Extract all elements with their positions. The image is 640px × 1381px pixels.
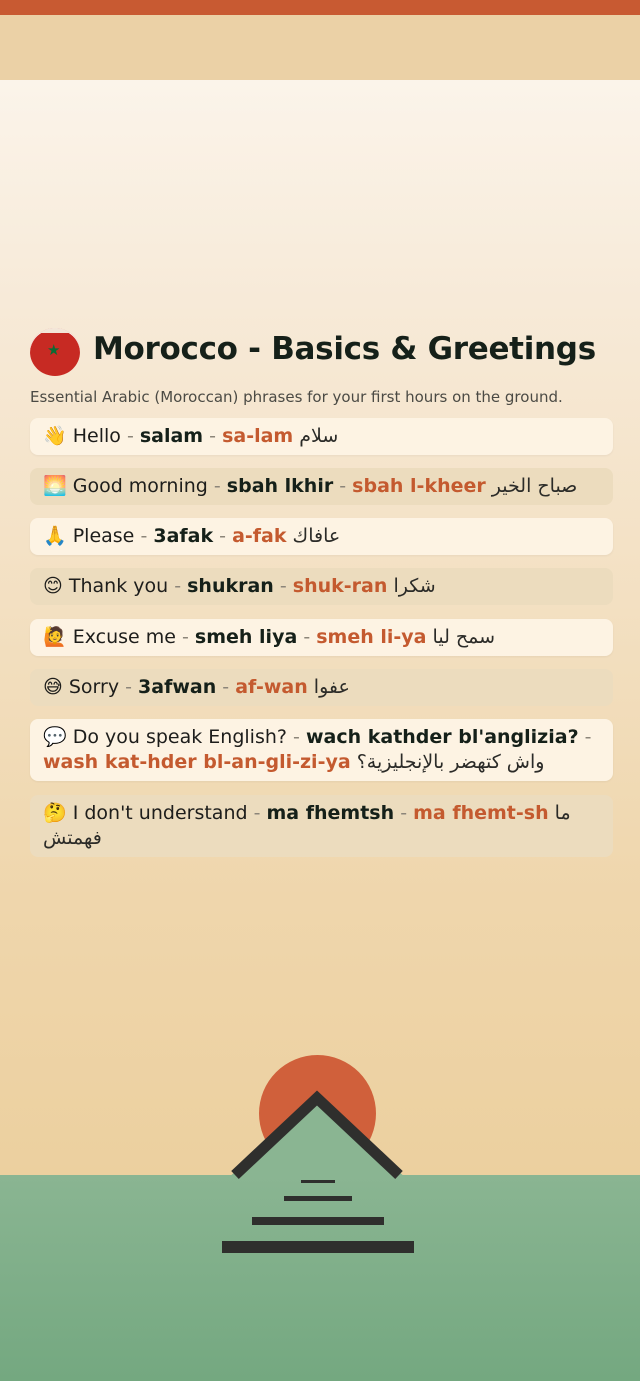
arabic-text: صباح الخير bbox=[491, 475, 578, 497]
step-line bbox=[222, 1241, 414, 1253]
pronunciation: ma fhemt-sh bbox=[413, 802, 549, 824]
english-text: Do you speak English? bbox=[72, 726, 287, 748]
arabic-text: عافاك bbox=[292, 525, 341, 547]
phrase-card bbox=[30, 468, 613, 505]
thinking-face-icon: 🤔 bbox=[43, 802, 67, 824]
top-accent-bar bbox=[0, 0, 640, 15]
separator: - bbox=[209, 425, 217, 447]
step-line bbox=[284, 1196, 352, 1201]
phrase-card bbox=[30, 669, 613, 706]
pronunciation: sa-lam bbox=[222, 425, 294, 447]
separator: - bbox=[174, 575, 182, 597]
english-text: Thank you bbox=[68, 575, 169, 597]
sunrise-icon: 🌅 bbox=[43, 475, 67, 497]
separator: - bbox=[303, 626, 311, 648]
transliteration: 3afak bbox=[153, 525, 214, 547]
transliteration: sbah lkhir bbox=[226, 475, 334, 497]
english-text: Please bbox=[72, 525, 135, 547]
pronunciation: wash kat-hder bl-an-gli-zi-ya bbox=[43, 751, 351, 773]
transliteration: ma fhemtsh bbox=[266, 802, 395, 824]
phrase-card bbox=[30, 719, 613, 781]
arabic-text: عفوا bbox=[313, 676, 350, 698]
pronunciation: a-fak bbox=[232, 525, 287, 547]
transliteration: shukran bbox=[187, 575, 274, 597]
page-title: Morocco - Basics & Greetings bbox=[93, 331, 596, 367]
separator: - bbox=[222, 676, 230, 698]
separator: - bbox=[140, 525, 148, 547]
step-line bbox=[252, 1217, 384, 1225]
separator: - bbox=[213, 475, 221, 497]
smile-icon: 😊 bbox=[43, 575, 63, 597]
separator: - bbox=[279, 575, 287, 597]
page-subtitle: Essential Arabic (Moroccan) phrases for your first hours on the ground. bbox=[30, 388, 563, 406]
star-icon: ★ bbox=[47, 342, 61, 359]
folded-hands-icon: 🙏 bbox=[43, 525, 67, 547]
arabic-text: شكرا bbox=[393, 575, 436, 597]
transliteration: wach kathder bl'anglizia? bbox=[305, 726, 579, 748]
transliteration: salam bbox=[139, 425, 204, 447]
sweat-smile-icon: 😅 bbox=[43, 676, 63, 698]
english-text: Sorry bbox=[68, 676, 120, 698]
phrase-card bbox=[30, 619, 613, 656]
separator: - bbox=[293, 726, 300, 748]
separator: - bbox=[125, 676, 132, 698]
transliteration: smeh liya bbox=[194, 626, 298, 648]
phrase-card bbox=[30, 418, 613, 455]
header-band bbox=[0, 15, 640, 80]
pronunciation: af-wan bbox=[235, 676, 308, 698]
pyramid-fill bbox=[228, 1100, 406, 1178]
separator: - bbox=[182, 626, 189, 648]
arabic-text: ما فهمتش bbox=[43, 802, 571, 849]
separator: - bbox=[339, 475, 347, 497]
transliteration: 3afwan bbox=[138, 676, 217, 698]
english-text: I don't understand bbox=[72, 802, 248, 824]
wave-icon: 👋 bbox=[43, 425, 67, 447]
arabic-text: سلام bbox=[299, 425, 339, 447]
english-text: Good morning bbox=[72, 475, 208, 497]
separator: - bbox=[219, 525, 227, 547]
separator: - bbox=[400, 802, 408, 824]
step-line bbox=[301, 1180, 335, 1183]
speech-bubble-icon: 💬 bbox=[43, 726, 67, 748]
separator: - bbox=[126, 425, 134, 447]
pyramid-sunset-logo bbox=[0, 1080, 640, 1280]
pronunciation: smeh li-ya bbox=[316, 626, 427, 648]
page-header bbox=[30, 328, 610, 376]
phrase-card bbox=[30, 568, 613, 605]
pronunciation: shuk-ran bbox=[292, 575, 388, 597]
pronunciation: sbah l-kheer bbox=[352, 475, 486, 497]
arabic-text: واش كتهضر بالإنجليزية؟ bbox=[356, 751, 545, 773]
english-text: Hello bbox=[72, 425, 121, 447]
separator: - bbox=[253, 802, 261, 824]
raising-hand-icon: 🙋 bbox=[43, 626, 67, 648]
phrase-card bbox=[30, 518, 613, 555]
english-text: Excuse me bbox=[72, 626, 176, 648]
phrase-card bbox=[30, 795, 613, 857]
separator: - bbox=[584, 726, 592, 748]
arabic-text: سمح ليا bbox=[432, 626, 496, 648]
morocco-flag-icon bbox=[30, 328, 80, 376]
